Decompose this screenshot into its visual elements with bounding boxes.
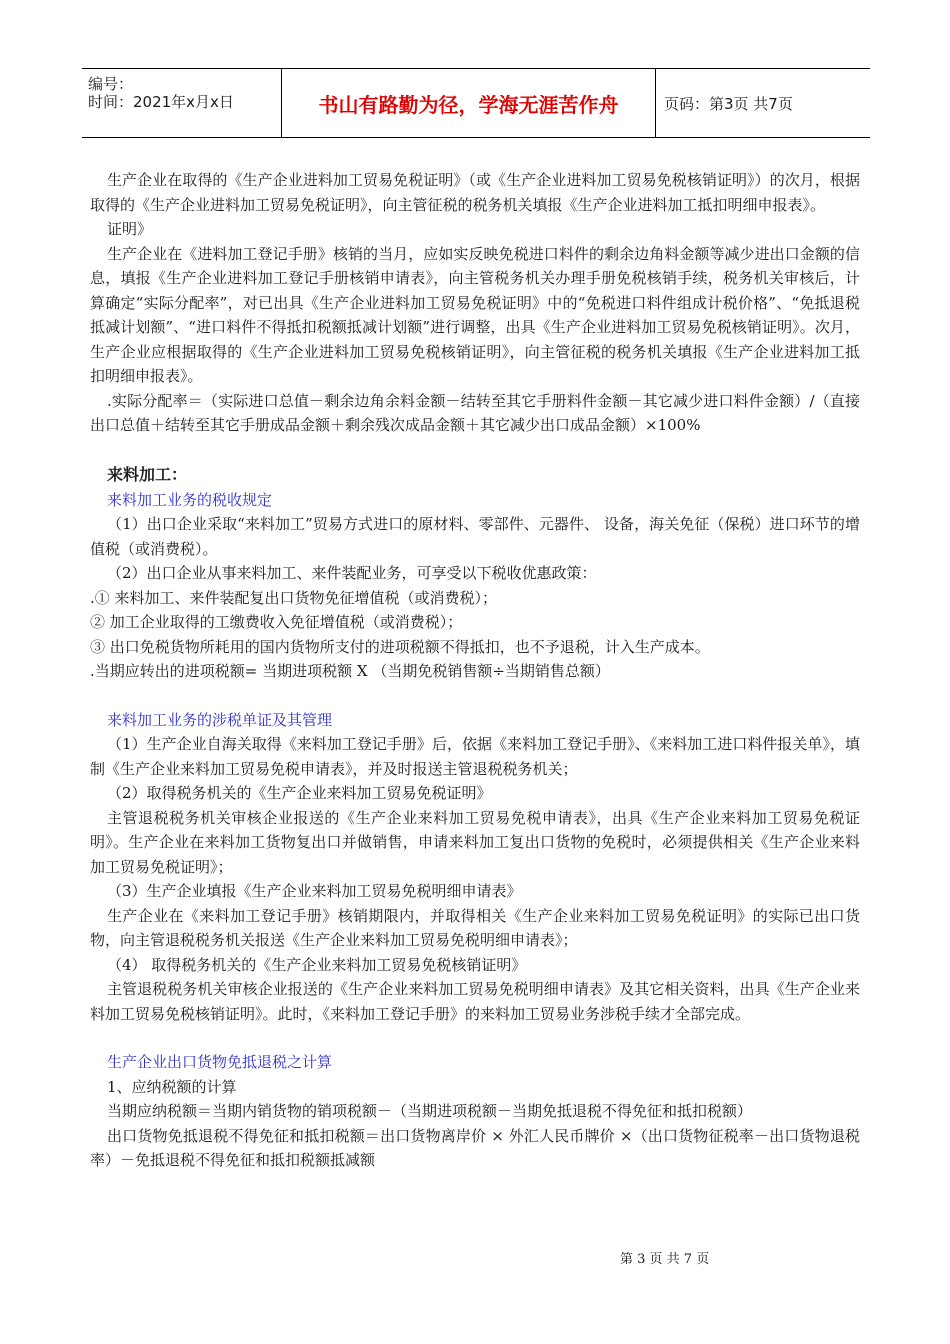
list-item: ② 加工企业取得的工缴费收入免征增值税（或消费税）； [90,613,463,631]
subsection-heading: 来料加工业务的税收规定 [107,490,273,509]
paragraph: （4） 取得税务机关的《生产企业来料加工贸易免税核销证明》 [107,955,527,974]
formula-paragraph: .实际分配率＝（实际进口总值－剩余边角余料金额－结转至其它手册料件金额－其它减少进口料件金额）/（直接出口总值＋结转至其它手册成品金额＋剩余残次成品金额＋其它减少出口成品金额）×100% [90,391,860,434]
paragraph: 证明》 [107,220,153,238]
spacer [90,684,860,708]
formula-paragraph: .当期应转出的进项税额= 当期进项税额 X （当期免税销售额÷当期销售总额） [90,662,610,680]
header-divider-right [655,69,656,137]
paragraph: （3）生产企业填报《生产企业来料加工贸易免税明细申请表》 [107,882,522,900]
formula-paragraph: 出口货物免抵退税不得免征和抵扣税额＝出口货物离岸价 × 外汇人民币牌价 ×（出口货物征税率－出口货物退税率）－免抵退税不得免征和抵扣税额抵减额 [90,1126,860,1169]
list-item: .① 来料加工、来件装配复出口货物免征增值税（或消费税）； [90,588,498,607]
list-item: ③ 出口免税货物所耗用的国内货物所支付的进项税额不得抵扣，也不予退税，计入生产成本。 [90,637,710,656]
page-header [82,68,870,138]
paragraph: 生产企业在取得的《生产企业进料加工贸易免税证明》（或《生产企业进料加工贸易免税核销证明》）的次月，根据取得的《生产企业进料加工贸易免税证明》，向主管征税的税务机关填报《生产企业进料加工抵扣明细申报表》。 [90,171,860,214]
document-date: 时间：2021年x月x日 [88,93,234,111]
section-heading: 来料加工： [107,464,188,484]
page-footer: 第 3 页 共 7 页 [620,1252,710,1267]
subsection-heading: 来料加工业务的涉税单证及其管理 [107,710,333,729]
paragraph: （2）取得税务机关的《生产企业来料加工贸易免税证明》 [107,784,492,802]
header-page-info: 页码：第3页 共7页 [664,94,793,113]
paragraph: （2）出口企业从事来料加工、来件装配业务，可享受以下税收优惠政策： [107,564,597,582]
paragraph: （1）生产企业自海关取得《来料加工登记手册》后，依据《来料加工登记手册》、《来料加工进口料件报关单》，填制《生产企业来料加工贸易免税申请表》，并及时报送主管退税税务机关； [90,735,860,778]
paragraph: 1、应纳税额的计算 [107,1077,237,1096]
paragraph: 生产企业在《来料加工登记手册》核销期限内，并取得相关《生产企业来料加工贸易免税证明》的实际已出口货物，向主管退税税务机关报送《生产企业来料加工贸易免税明细申请表》； [90,906,860,949]
document-body [90,168,860,1173]
document-number-label: 编号： [88,75,134,93]
paragraph: 主管退税税务机关审核企业报送的《生产企业来料加工贸易免税申请表》，出具《生产企业来料加工贸易免税证明》。生产企业在来料加工货物复出口并做销售，申请来料加工复出口货物的免税时，必须提供相关《生产企业来料加工贸易免税证明》； [90,808,860,876]
header-meta [82,69,282,137]
formula-paragraph: 当期应纳税额＝当期内销货物的销项税额－（当期进项税额－当期免抵退税不得免征和抵扣税额） [107,1102,753,1120]
paragraph: 生产企业在《进料加工登记手册》核销的当月，应如实反映免税进口料件的剩余边角料金额等减少进出口金额的信息，填报《生产企业进料加工登记手册核销申请表》，向主管税务机关办理手册免税核销手续，税务机关审核后，计算确定“实际分配率”，对已出具《生产企业进料加工贸易免税证明》中的“免税进口料件组成计税价格”、“免抵退税抵减计划额”、“进口料件不得抵扣税额抵减计划额”进行调整，出具《生产企业进料加工贸易免税核销证明》。次月，生产企业应根据取得的《生产企业进料加工贸易免税核销证明》，向主管征税的税务机关填报《生产企业进料加工抵扣明细申报表》。 [90,244,860,385]
subsection-heading: 生产企业出口货物免抵退税之计算 [107,1053,333,1071]
spacer [90,1026,860,1050]
header-motto: 书山有路勤为径，学海无涯苦作舟 [318,92,619,117]
paragraph: （1）出口企业采取“来料加工”贸易方式进口的原材料、零部件、元器件、 设备，海关免征（保税）进口环节的增值税（或消费税）。 [90,515,860,558]
paragraph: 主管退税税务机关审核企业报送的《生产企业来料加工贸易免税明细申请表》及其它相关资料，出具《生产企业来料加工贸易免税核销证明》。此时，《来料加工登记手册》的来料加工贸易业务涉税手续才全部完成。 [90,980,860,1023]
